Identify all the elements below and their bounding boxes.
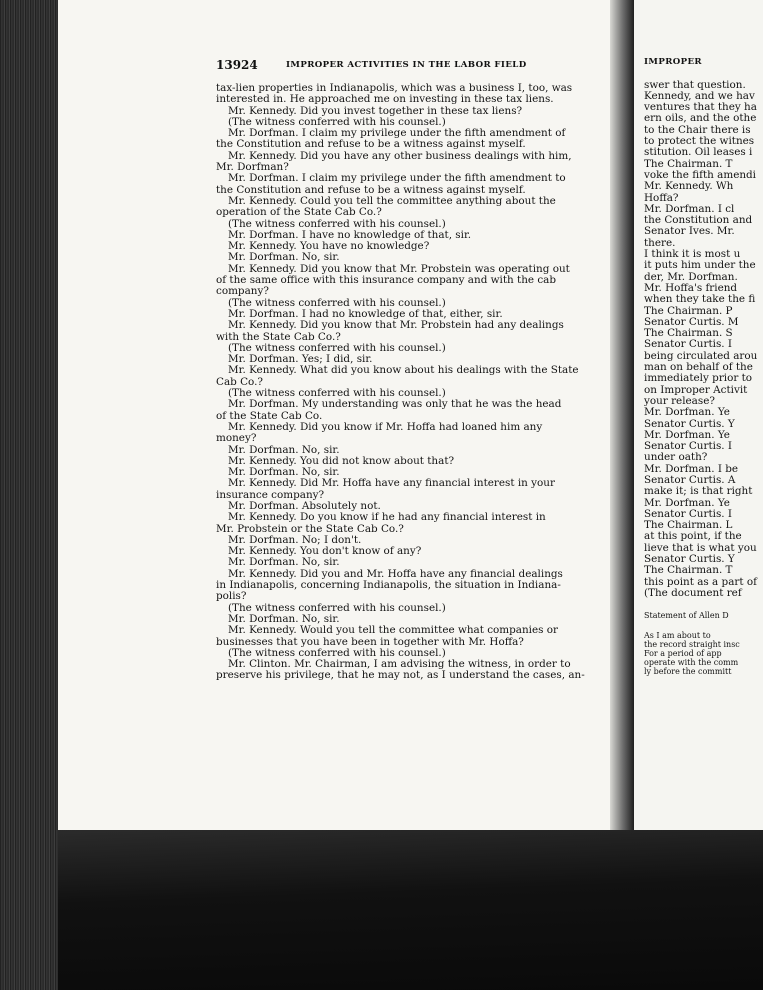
text-line: Mr. Kennedy. Did you invest together in these tax liens?	[228, 105, 523, 117]
page-header	[216, 58, 608, 74]
right-text-line: The Chairman. T	[644, 564, 733, 577]
right-text-line: stitution. Oil leases i	[644, 146, 753, 159]
text-line: Mr. Dorfman. No, sir.	[228, 444, 340, 456]
right-text-line: Senator Curtis. Y	[644, 553, 735, 566]
text-line: Mr. Kennedy. Did you know that Mr. Probstein had any dealings	[228, 320, 564, 332]
text-line: Mr. Dorfman. I claim my privilege under the fifth amendment of	[228, 128, 566, 140]
text-line: (The witness conferred with his counsel.)	[228, 116, 446, 128]
text-line: preserve his privilege, that he may not, as I understand the cases, an-	[216, 670, 585, 682]
text-line: Mr. Kennedy. Did you know that Mr. Probstein was operating out	[228, 263, 570, 275]
right-text-line: ventures that they ha	[644, 101, 757, 114]
right-text-line: the Constitution and	[644, 214, 753, 227]
right-text-line: make it; is that right	[644, 485, 753, 498]
right-text-line: As I am about to	[644, 630, 711, 640]
right-text-line: der, Mr. Dorfman.	[644, 270, 738, 283]
right-text-line: this point as a part of	[644, 575, 757, 588]
text-line: money?	[216, 433, 257, 445]
text-line: polis?	[216, 591, 247, 603]
text-line: Mr. Dorfman?	[216, 162, 289, 174]
text-line: (The witness conferred with his counsel.)	[228, 388, 446, 400]
right-text-line: immediately prior to	[644, 372, 753, 385]
right-text-line: to the Chair there is	[644, 123, 751, 136]
text-line: Mr. Kennedy. Do you know if he had any financial interest in	[228, 512, 546, 524]
scanner-bed-shadow	[58, 830, 763, 990]
right-text-line	[644, 599, 763, 610]
text-line: Mr. Dorfman. My understanding was only that he was the head	[228, 399, 562, 411]
right-text-line: Senator Curtis. M	[644, 315, 739, 328]
page-number: 13924	[216, 58, 258, 72]
right-text-line: lieve that is what you	[644, 541, 757, 554]
right-text-line: when they take the fi	[644, 293, 756, 306]
text-line: Mr. Kennedy. Could you tell the committee anything about the	[228, 195, 556, 207]
text-line: Mr. Dorfman. No; I don't.	[228, 534, 362, 546]
text-line: Mr. Kennedy. What did you know about his dealings with the State	[228, 365, 579, 377]
text-line: Mr. Kennedy. Did you and Mr. Hoffa have any financial dealings	[228, 568, 563, 580]
right-text-line: on Improper Activit	[644, 383, 748, 396]
text-line: Mr. Dorfman. No, sir.	[228, 252, 340, 264]
right-text-line: Kennedy, and we hav	[644, 89, 755, 102]
text-line: (The witness conferred with his counsel.)	[228, 602, 446, 614]
text-line: Mr. Kennedy. You have no knowledge?	[228, 241, 430, 253]
right-text-line	[644, 620, 763, 631]
text-line: (The witness conferred with his counsel.)	[228, 647, 446, 659]
book-gutter	[610, 0, 634, 830]
text-line: (The witness conferred with his counsel.)	[228, 218, 446, 230]
right-text-line: your release?	[644, 394, 715, 407]
text-line: Mr. Dorfman. No, sir.	[228, 467, 340, 479]
right-text-line: Senator Curtis. I	[644, 440, 733, 453]
text-line: operation of the State Cab Co.?	[216, 207, 382, 219]
right-text-line: under oath?	[644, 451, 708, 464]
right-text-line: it puts him under the	[644, 259, 756, 272]
text-line: company?	[216, 286, 269, 298]
right-text-line	[644, 68, 763, 79]
text-line: Mr. Probstein or the State Cab Co.?	[216, 523, 404, 535]
text-line: in Indianapolis, concerning Indianapolis, the situation in Indiana-	[216, 580, 561, 592]
text-line: Mr. Kennedy. Did you have any other business dealings with him,	[228, 150, 572, 162]
right-text-line: The Chairman. P	[644, 304, 733, 317]
right-text-line: The Chairman. L	[644, 519, 733, 532]
right-text-line: Statement of Allen D	[644, 610, 729, 620]
right-text-line: there.	[644, 236, 676, 249]
text-line: interested in. He approached me on investing in these tax liens.	[216, 94, 554, 106]
right-text-line: The Chairman. T	[644, 157, 733, 170]
right-text-line: Mr. Kennedy. Wh	[644, 180, 734, 193]
right-text-line: Senator Curtis. A	[644, 473, 736, 486]
text-line: Cab Co.?	[216, 376, 263, 388]
text-line: of the same office with this insurance company and with the cab	[216, 275, 557, 287]
right-text-line: For a period of app	[644, 648, 722, 658]
right-text-line: ern oils, and the othe	[644, 112, 757, 125]
right-text-line: being circulated arou	[644, 349, 758, 362]
text-line: Mr. Kennedy. Would you tell the committee what companies or	[228, 625, 559, 637]
text-line: tax-lien properties in Indianapolis, which was a business I, too, was	[216, 83, 573, 94]
text-line: Mr. Kennedy. You did not know about that?	[228, 455, 455, 467]
right-text-line: The Chairman. S	[644, 327, 733, 340]
transcript-text	[216, 83, 608, 682]
text-line: Mr. Dorfman. Absolutely not.	[228, 500, 381, 512]
text-line: Mr. Dorfman. No, sir.	[228, 613, 340, 625]
right-text-line: Senator Curtis. Y	[644, 417, 735, 430]
right-text-line: the record straight insc	[644, 639, 740, 649]
right-text-line: Mr. Hoffa's friend	[644, 281, 738, 294]
text-line: Mr. Clinton. Mr. Chairman, I am advising the witness, in order to	[228, 659, 571, 671]
text-line: of the State Cab Co.	[216, 410, 323, 422]
text-line: Mr. Dorfman. Yes; I did, sir.	[228, 354, 373, 366]
text-line: Mr. Dorfman. No, sir.	[228, 557, 340, 569]
text-line: Mr. Dorfman. I have no knowledge of that, sir.	[228, 229, 472, 241]
right-text-line: to protect the witnes	[644, 135, 755, 148]
text-line: Mr. Kennedy. You don't know of any?	[228, 546, 422, 558]
text-line: Mr. Kennedy. Did Mr. Hoffa have any financial interest in your	[228, 478, 555, 490]
right-text-line: man on behalf of the	[644, 361, 753, 374]
right-text-line: voke the fifth amendi	[644, 168, 757, 181]
text-line: Mr. Dorfman. I had no knowledge of that, either, sir.	[228, 308, 503, 320]
right-text-line: Mr. Dorfman. Ye	[644, 428, 730, 441]
right-text-line: I think it is most u	[644, 248, 741, 261]
text-line: Mr. Dorfman. I claim my privilege under the fifth amendment to	[228, 173, 566, 185]
right-text-line: Senator Curtis. I	[644, 507, 733, 520]
right-text-line: (The document ref	[644, 586, 742, 599]
right-text-line: Mr. Dorfman. Ye	[644, 406, 730, 419]
right-text-line: Senator Curtis. I	[644, 338, 733, 351]
right-text-line: Hoffa?	[644, 191, 679, 204]
text-line: the Constitution and refuse to be a witness against myself.	[216, 184, 526, 196]
text-line: (The witness conferred with his counsel.)	[228, 297, 446, 309]
text-line: businesses that you have been in together with Mr. Hoffa?	[216, 636, 524, 648]
text-line: with the State Cab Co.?	[216, 331, 341, 343]
right-text-line: Senator Ives. Mr.	[644, 225, 735, 238]
text-line: insurance company?	[216, 489, 325, 501]
right-text-line: swer that question.	[644, 78, 746, 91]
right-text-line: IMPROPER	[644, 57, 702, 67]
right-text-line: Mr. Dorfman. I be	[644, 462, 739, 475]
right-text-line: Mr. Dorfman. I cl	[644, 202, 735, 215]
text-line: Mr. Kennedy. Did you know if Mr. Hoffa had loaned him any	[228, 421, 543, 433]
text-line: (The witness conferred with his counsel.)	[228, 342, 446, 354]
right-text-line: Mr. Dorfman. Ye	[644, 496, 730, 509]
right-page-text	[644, 57, 763, 676]
right-text-line: ly before the committ	[644, 666, 732, 676]
right-text-line: operate with the comm	[644, 657, 739, 667]
running-head: IMPROPER ACTIVITIES IN THE LABOR FIELD	[286, 60, 527, 70]
text-line: the Constitution and refuse to be a witness against myself.	[216, 139, 526, 151]
scanner-edge	[0, 0, 58, 990]
right-text-line: at this point, if the	[644, 530, 742, 543]
